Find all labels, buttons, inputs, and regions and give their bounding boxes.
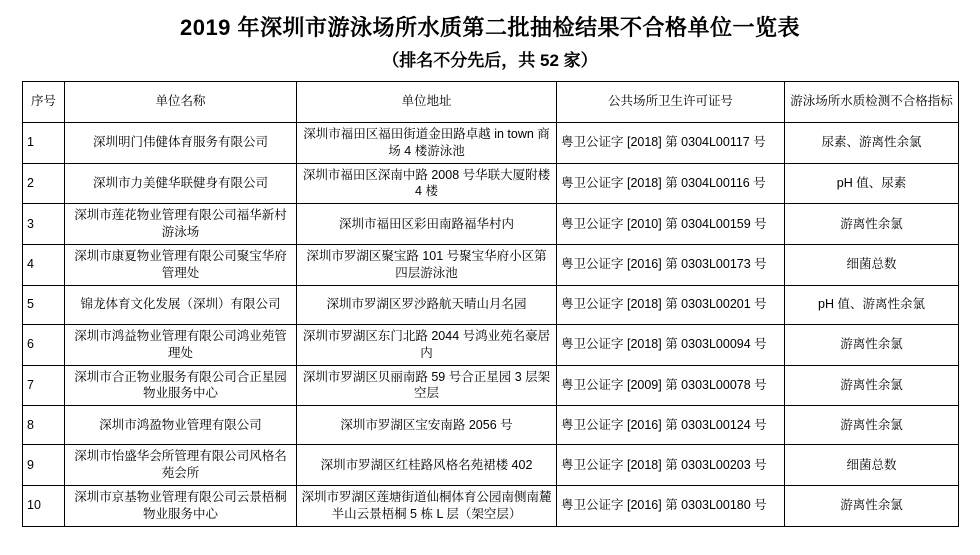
table-header	[23, 81, 959, 122]
cell-failed-indicators: 游离性余氯	[785, 486, 959, 527]
cell-failed-indicators: 游离性余氯	[785, 204, 959, 245]
document-page	[0, 14, 980, 555]
table-row	[23, 204, 959, 245]
cell-unit-name: 深圳市京基物业管理有限公司云景梧桐物业服务中心	[65, 486, 297, 527]
table-row	[23, 365, 959, 406]
cell-license-number: 粤卫公证字 [2018] 第 0304L00117 号	[557, 122, 785, 163]
cell-unit-name: 深圳市莲花物业管理有限公司福华新村游泳场	[65, 204, 297, 245]
table-row	[23, 245, 959, 286]
cell-unit-name: 深圳市合正物业服务有限公司合正星园物业服务中心	[65, 365, 297, 406]
cell-license-number: 粤卫公证字 [2016] 第 0303L00180 号	[557, 486, 785, 527]
cell-index: 5	[23, 285, 65, 324]
cell-license-number: 粤卫公证字 [2018] 第 0303L00201 号	[557, 285, 785, 324]
cell-license-number: 粤卫公证字 [2018] 第 0304L00116 号	[557, 163, 785, 204]
cell-unit-name: 深圳市康夏物业管理有限公司聚宝华府管理处	[65, 245, 297, 286]
column-header-name: 单位名称	[65, 81, 297, 122]
cell-failed-indicators: 游离性余氯	[785, 324, 959, 365]
cell-unit-name: 深圳明门伟健体育服务有限公司	[65, 122, 297, 163]
cell-unit-name: 深圳市鸿盈物业管理有限公司	[65, 406, 297, 445]
table-row	[23, 324, 959, 365]
cell-unit-name: 锦龙体育文化发展（深圳）有限公司	[65, 285, 297, 324]
cell-index: 7	[23, 365, 65, 406]
cell-unit-name: 深圳市鸿益物业管理有限公司鸿业苑管理处	[65, 324, 297, 365]
cell-index: 1	[23, 122, 65, 163]
cell-unit-address: 深圳市罗湖区东门北路 2044 号鸿业苑名豪居内	[297, 324, 557, 365]
cell-failed-indicators: pH 值、游离性余氯	[785, 285, 959, 324]
cell-failed-indicators: 细菌总数	[785, 245, 959, 286]
cell-license-number: 粤卫公证字 [2010] 第 0304L00159 号	[557, 204, 785, 245]
cell-unit-address: 深圳市罗湖区宝安南路 2056 号	[297, 406, 557, 445]
page-title: 2019 年深圳市游泳场所水质第二批抽检结果不合格单位一览表	[179, 15, 801, 40]
cell-unit-address: 深圳市罗湖区莲塘街道仙桐体育公园南侧南麓半山云景梧桐 5 栋 L 层（架空层）	[297, 486, 557, 527]
table-row	[23, 122, 959, 163]
column-header-address: 单位地址	[297, 81, 557, 122]
table-row	[23, 486, 959, 527]
table-row	[23, 285, 959, 324]
cell-license-number: 粤卫公证字 [2016] 第 0303L00173 号	[557, 245, 785, 286]
cell-unit-address: 深圳市罗湖区罗沙路航天晴山月名园	[297, 285, 557, 324]
table-header-row	[23, 81, 959, 122]
column-header-index: 序号	[23, 81, 65, 122]
cell-index: 6	[23, 324, 65, 365]
cell-license-number: 粤卫公证字 [2018] 第 0303L00203 号	[557, 445, 785, 486]
table-row	[23, 445, 959, 486]
cell-failed-indicators: 细菌总数	[785, 445, 959, 486]
cell-failed-indicators: pH 值、尿素	[785, 163, 959, 204]
page-subtitle: （排名不分先后，共 52 家）	[382, 50, 598, 70]
cell-index: 9	[23, 445, 65, 486]
table-body	[23, 122, 959, 526]
cell-license-number: 粤卫公证字 [2018] 第 0303L00094 号	[557, 324, 785, 365]
cell-unit-address: 深圳市福田区彩田南路福华村内	[297, 204, 557, 245]
cell-unit-address: 深圳市罗湖区红桂路风格名苑裙楼 402	[297, 445, 557, 486]
inspection-results-table	[22, 81, 959, 527]
cell-index: 8	[23, 406, 65, 445]
cell-unit-name: 深圳市力美健华联健身有限公司	[65, 163, 297, 204]
cell-license-number: 粤卫公证字 [2016] 第 0303L00124 号	[557, 406, 785, 445]
cell-unit-address: 深圳市罗湖区贝丽南路 59 号合正星园 3 层架空层	[297, 365, 557, 406]
cell-index: 2	[23, 163, 65, 204]
cell-index: 10	[23, 486, 65, 527]
table-row	[23, 406, 959, 445]
cell-index: 3	[23, 204, 65, 245]
cell-index: 4	[23, 245, 65, 286]
cell-failed-indicators: 游离性余氯	[785, 406, 959, 445]
table-row	[23, 163, 959, 204]
cell-failed-indicators: 游离性余氯	[785, 365, 959, 406]
column-header-license: 公共场所卫生许可证号	[557, 81, 785, 122]
cell-failed-indicators: 尿素、游离性余氯	[785, 122, 959, 163]
cell-license-number: 粤卫公证字 [2009] 第 0303L00078 号	[557, 365, 785, 406]
cell-unit-address: 深圳市福田区深南中路 2008 号华联大厦附楼 4 楼	[297, 163, 557, 204]
cell-unit-name: 深圳市怡盛华会所管理有限公司风格名苑会所	[65, 445, 297, 486]
column-header-failed-indicators: 游泳场所水质检测不合格指标	[785, 81, 959, 122]
cell-unit-address: 深圳市福田区福田街道金田路卓越 in town 商场 4 楼游泳池	[297, 122, 557, 163]
cell-unit-address: 深圳市罗湖区聚宝路 101 号聚宝华府小区第四层游泳池	[297, 245, 557, 286]
